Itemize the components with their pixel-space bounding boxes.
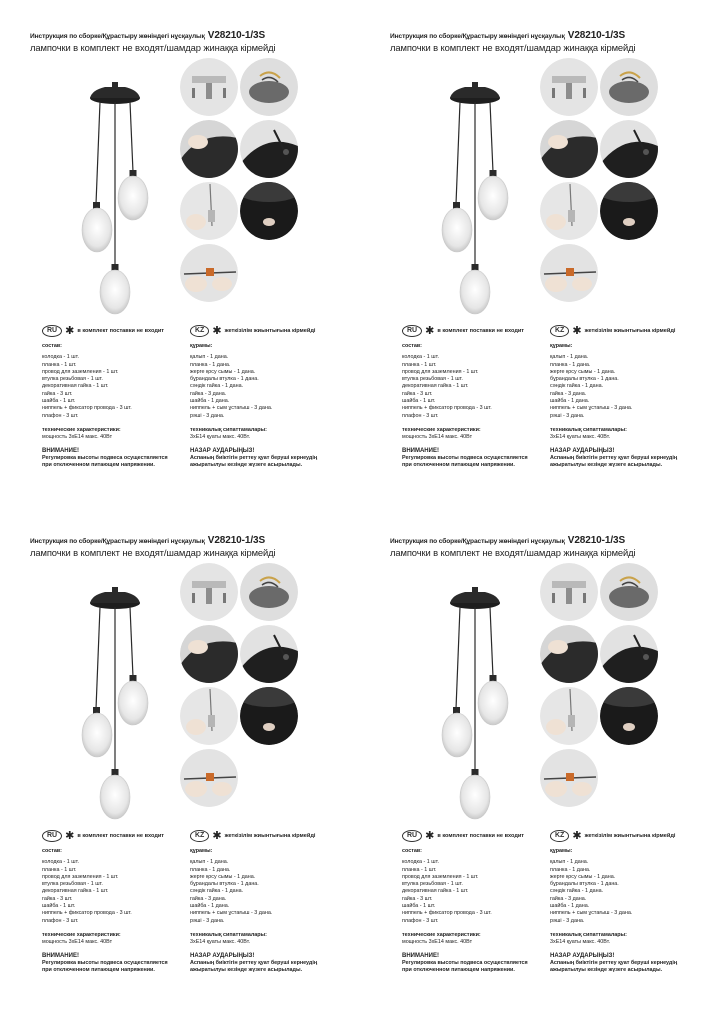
mounting-bracket-photo xyxy=(180,563,238,621)
ru-item: втулка резьбовая - 1 шт. xyxy=(402,881,463,888)
kz-note-row xyxy=(550,325,675,337)
canopy-wiring-photo xyxy=(240,563,298,621)
ru-item: колодка - 1 шт. xyxy=(42,859,79,866)
ru-item: шайба - 1 шт. xyxy=(42,903,76,910)
kz-item: сәндік гайка - 1 дана. xyxy=(190,888,244,895)
ru-not-included-note: в комплект поставки не входит xyxy=(437,833,525,839)
ru-contents-heading: состав: xyxy=(402,343,422,349)
kz-not-included-note: жеткізілім жиынтығына кірмейді xyxy=(224,833,316,839)
ru-warning-heading: ВНИМАНИЕ! xyxy=(402,447,439,454)
ru-item: планка - 1 шт. xyxy=(42,361,77,368)
kz-specification xyxy=(550,343,723,469)
kz-item: бұрандалы втулка - 1 дана. xyxy=(190,376,259,383)
ru-warning-heading: ВНИМАНИЕ! xyxy=(402,952,439,959)
ru-item: плафон - 3 шт. xyxy=(42,412,79,419)
kz-badge: KZ xyxy=(190,830,209,842)
kz-warning-text: ажыратылуы кезінде жүзеге асырылады. xyxy=(190,967,303,974)
kz-item: ниппель + сым ұстағыш - 3 дана. xyxy=(550,910,633,917)
asterisk-icon: ✱ xyxy=(212,830,222,842)
bulbs-note: лампочки в комплект не входят/шамдар жинаққа кірмейді xyxy=(390,42,636,53)
pendant-lamp-illustration xyxy=(410,559,520,829)
nipple-fixing-photo xyxy=(180,749,238,807)
ru-item: провод для заземления - 1 шт. xyxy=(402,873,479,880)
ru-item: колодка - 1 шт. xyxy=(402,354,439,361)
ru-warning-text: Регулировка высоты подвеса осуществляется xyxy=(42,959,168,966)
ru-specification xyxy=(42,343,202,469)
ru-item: гайка - 3 шт. xyxy=(42,895,73,902)
instruction-title: Инструкция по сборке/Құрастыру жөніндегі нұсқаулық xyxy=(390,33,565,40)
kz-item: рәші - 3 дана. xyxy=(550,412,585,419)
kz-item: сәндік гайка - 1 дана. xyxy=(550,888,604,895)
ru-item: провод для заземления - 1 шт. xyxy=(42,873,119,880)
ru-item: планка - 1 шт. xyxy=(402,866,437,873)
assembly-photos xyxy=(180,563,310,813)
mounting-bracket-photo xyxy=(180,58,238,116)
assembly-photos xyxy=(180,58,310,308)
ru-tech-heading: технические характеристики: xyxy=(42,426,121,433)
kz-tech-heading: техникалық сипаттамалары: xyxy=(550,426,627,433)
canopy-hand-photo xyxy=(540,120,598,178)
kz-contents-heading: құрамы: xyxy=(550,848,573,854)
kz-item: планка - 1 дана. xyxy=(550,866,591,873)
canopy-underside-photo xyxy=(240,687,298,745)
kz-item: рәші - 3 дана. xyxy=(190,917,225,924)
ru-contents-heading: состав: xyxy=(402,848,422,854)
instruction-title: Инструкция по сборке/Құрастыру жөніндегі нұсқаулық xyxy=(30,538,205,545)
kz-power: 3хE14 қуаты макс. 40Вт. xyxy=(550,939,611,946)
ru-note-row xyxy=(402,325,524,337)
pendant-lamp-illustration xyxy=(50,54,160,324)
ru-item: колодка - 1 шт. xyxy=(402,859,439,866)
wire-adjust-photo xyxy=(180,687,238,745)
kz-warning-heading: НАЗАР АУДАРЫҢЫЗ! xyxy=(550,447,615,454)
asterisk-icon: ✱ xyxy=(425,830,435,842)
kz-power: 3хE14 қуаты макс. 40Вт. xyxy=(550,434,611,441)
kz-note-row xyxy=(550,830,675,842)
kz-item: қалып - 1 дана. xyxy=(550,354,589,361)
ru-contents-heading: состав: xyxy=(42,343,62,349)
canopy-hand-photo xyxy=(540,625,598,683)
canopy-screw-photo xyxy=(240,120,298,178)
kz-item: шайба - 1 дана. xyxy=(550,398,590,405)
ru-warning-heading: ВНИМАНИЕ! xyxy=(42,447,79,454)
kz-item: жерге қосу сымы - 1 дана. xyxy=(550,368,616,375)
ru-specification xyxy=(42,848,202,974)
ru-note-row xyxy=(402,830,524,842)
kz-item: қалып - 1 дана. xyxy=(550,859,589,866)
kz-item: шайба - 1 дана. xyxy=(190,903,230,910)
kz-warning-text: Аспаның биіктігін реттеу қуат беруші кернеудің xyxy=(550,454,678,461)
kz-warning-heading: НАЗАР АУДАРЫҢЫЗ! xyxy=(190,447,255,454)
ru-tech-heading: технические характеристики: xyxy=(402,931,481,938)
ru-power: мощность 3хE14 макс. 40Вт xyxy=(402,939,473,946)
ru-badge: RU xyxy=(402,325,422,337)
ru-warning-text: при отключенном питающем напряжении. xyxy=(402,462,515,469)
kz-warning-text: Аспаның биіктігін реттеу қуат беруші кернеудің xyxy=(190,454,318,461)
wire-adjust-photo xyxy=(180,182,238,240)
kz-warning-text: ажыратылуы кезінде жүзеге асырылады. xyxy=(190,462,303,469)
model-number: V28210-1/3S xyxy=(567,30,626,41)
ru-item: гайка - 3 шт. xyxy=(402,390,433,397)
kz-item: жерге қосу сымы - 1 дана. xyxy=(190,368,256,375)
kz-warning-text: Аспаның биіктігін реттеу қуат беруші кернеудің xyxy=(190,959,318,966)
nipple-fixing-photo xyxy=(540,244,598,302)
ru-item: планка - 1 шт. xyxy=(42,866,77,873)
ru-not-included-note: в комплект поставки не входит xyxy=(77,833,165,839)
ru-contents-heading: состав: xyxy=(42,848,62,854)
kz-item: жерге қосу сымы - 1 дана. xyxy=(190,873,256,880)
kz-item: гайка - 3 дана. xyxy=(190,390,227,397)
kz-contents-heading: құрамы: xyxy=(190,343,213,349)
ru-item: колодка - 1 шт. xyxy=(42,354,79,361)
instruction-panel xyxy=(390,30,723,520)
kz-tech-heading: техникалық сипаттамалары: xyxy=(190,931,267,938)
ru-specification xyxy=(402,848,562,974)
ru-item: декоративная гайка - 1 шт. xyxy=(42,383,109,390)
ru-item: ниппель + фиксатор провода - 3 шт. xyxy=(402,910,492,917)
kz-item: гайка - 3 дана. xyxy=(550,390,587,397)
ru-item: втулка резьбовая - 1 шт. xyxy=(42,881,103,888)
kz-item: жерге қосу сымы - 1 дана. xyxy=(550,873,616,880)
ru-item: декоративная гайка - 1 шт. xyxy=(42,888,109,895)
ru-item: декоративная гайка - 1 шт. xyxy=(402,888,469,895)
kz-specification xyxy=(190,343,365,469)
kz-item: ниппель + сым ұстағыш - 3 дана. xyxy=(190,910,273,917)
canopy-underside-photo xyxy=(240,182,298,240)
kz-power: 3хE14 қуаты макс. 40Вт. xyxy=(190,434,251,441)
kz-item: сәндік гайка - 1 дана. xyxy=(190,383,244,390)
kz-item: гайка - 3 дана. xyxy=(190,895,227,902)
kz-warning-text: ажыратылуы кезінде жүзеге асырылады. xyxy=(550,967,663,974)
canopy-screw-photo xyxy=(240,625,298,683)
kz-item: қалып - 1 дана. xyxy=(190,859,229,866)
ru-power: мощность 3хE14 макс. 40Вт xyxy=(42,939,113,946)
asterisk-icon: ✱ xyxy=(572,325,582,337)
instruction-title: Инструкция по сборке/Құрастыру жөніндегі нұсқаулық xyxy=(390,538,565,545)
model-number: V28210-1/3S xyxy=(567,535,626,546)
mounting-bracket-photo xyxy=(540,58,598,116)
kz-item: планка - 1 дана. xyxy=(550,361,591,368)
kz-badge: KZ xyxy=(550,830,569,842)
canopy-wiring-photo xyxy=(600,58,658,116)
ru-item: гайка - 3 шт. xyxy=(402,895,433,902)
ru-item: втулка резьбовая - 1 шт. xyxy=(42,376,103,383)
kz-tech-heading: техникалық сипаттамалары: xyxy=(550,931,627,938)
ru-note-row xyxy=(42,325,164,337)
kz-item: гайка - 3 дана. xyxy=(550,895,587,902)
mounting-bracket-photo xyxy=(540,563,598,621)
kz-item: бұрандалы втулка - 1 дана. xyxy=(190,881,259,888)
instruction-panel xyxy=(30,30,370,520)
ru-badge: RU xyxy=(402,830,422,842)
asterisk-icon: ✱ xyxy=(212,325,222,337)
ru-item: гайка - 3 шт. xyxy=(42,390,73,397)
ru-item: втулка резьбовая - 1 шт. xyxy=(402,376,463,383)
ru-not-included-note: в комплект поставки не входит xyxy=(77,328,165,334)
asterisk-icon: ✱ xyxy=(65,325,75,337)
kz-item: шайба - 1 дана. xyxy=(190,398,230,405)
ru-tech-heading: технические характеристики: xyxy=(42,931,121,938)
assembly-photos xyxy=(540,58,670,308)
kz-specification xyxy=(550,848,723,974)
canopy-underside-photo xyxy=(600,687,658,745)
kz-item: шайба - 1 дана. xyxy=(550,903,590,910)
ru-power: мощность 3хE14 макс. 40Вт xyxy=(42,434,113,441)
kz-note-row xyxy=(190,325,315,337)
kz-not-included-note: жеткізілім жиынтығына кірмейді xyxy=(224,328,316,334)
panel-header xyxy=(390,30,723,53)
bulbs-note: лампочки в комплект не входят/шамдар жинаққа кірмейді xyxy=(390,547,636,558)
pendant-lamp-illustration xyxy=(50,559,160,829)
bulbs-note: лампочки в комплект не входят/шамдар жинаққа кірмейді xyxy=(30,42,276,53)
canopy-screw-photo xyxy=(600,625,658,683)
bulbs-note: лампочки в комплект не входят/шамдар жинаққа кірмейді xyxy=(30,547,276,558)
ru-item: провод для заземления - 1 шт. xyxy=(402,368,479,375)
ru-item: декоративная гайка - 1 шт. xyxy=(402,383,469,390)
ru-badge: RU xyxy=(42,830,62,842)
ru-not-included-note: в комплект поставки не входит xyxy=(437,328,525,334)
model-number: V28210-1/3S xyxy=(207,535,266,546)
panel-header xyxy=(30,30,370,53)
kz-item: бұрандалы втулка - 1 дана. xyxy=(550,376,619,383)
canopy-screw-photo xyxy=(600,120,658,178)
kz-tech-heading: техникалық сипаттамалары: xyxy=(190,426,267,433)
instruction-title: Инструкция по сборке/Құрастыру жөніндегі нұсқаулық xyxy=(30,33,205,40)
ru-item: плафон - 3 шт. xyxy=(402,412,439,419)
canopy-hand-photo xyxy=(180,120,238,178)
ru-warning-text: при отключенном питающем напряжении. xyxy=(402,967,515,974)
ru-item: ниппель + фиксатор провода - 3 шт. xyxy=(402,405,492,412)
kz-warning-text: ажыратылуы кезінде жүзеге асырылады. xyxy=(550,462,663,469)
kz-item: бұрандалы втулка - 1 дана. xyxy=(550,881,619,888)
kz-item: планка - 1 дана. xyxy=(190,361,231,368)
ru-badge: RU xyxy=(42,325,62,337)
kz-specification xyxy=(190,848,365,974)
wire-adjust-photo xyxy=(540,182,598,240)
ru-specification xyxy=(402,343,562,469)
instruction-panel xyxy=(30,535,370,1025)
kz-badge: KZ xyxy=(550,325,569,337)
ru-warning-text: Регулировка высоты подвеса осуществляется xyxy=(42,454,168,461)
kz-note-row xyxy=(190,830,315,842)
kz-item: планка - 1 дана. xyxy=(190,866,231,873)
kz-warning-heading: НАЗАР АУДАРЫҢЫЗ! xyxy=(190,952,255,959)
kz-warning-text: Аспаның биіктігін реттеу қуат беруші кернеудің xyxy=(550,959,678,966)
nipple-fixing-photo xyxy=(540,749,598,807)
ru-warning-text: при отключенном питающем напряжении. xyxy=(42,967,155,974)
ru-warning-text: Регулировка высоты подвеса осуществляется xyxy=(402,454,528,461)
canopy-wiring-photo xyxy=(600,563,658,621)
ru-note-row xyxy=(42,830,164,842)
ru-power: мощность 3хE14 макс. 40Вт xyxy=(402,434,473,441)
assembly-photos xyxy=(540,563,670,813)
kz-power: 3хE14 қуаты макс. 40Вт. xyxy=(190,939,251,946)
kz-contents-heading: құрамы: xyxy=(190,848,213,854)
ru-item: плафон - 3 шт. xyxy=(42,917,79,924)
panel-header xyxy=(30,535,370,558)
ru-item: плафон - 3 шт. xyxy=(402,917,439,924)
kz-warning-heading: НАЗАР АУДАРЫҢЫЗ! xyxy=(550,952,615,959)
kz-item: ниппель + сым ұстағыш - 3 дана. xyxy=(550,405,633,412)
kz-item: ниппель + сым ұстағыш - 3 дана. xyxy=(190,405,273,412)
ru-warning-heading: ВНИМАНИЕ! xyxy=(42,952,79,959)
kz-contents-heading: құрамы: xyxy=(550,343,573,349)
ru-warning-text: Регулировка высоты подвеса осуществляется xyxy=(402,959,528,966)
nipple-fixing-photo xyxy=(180,244,238,302)
kz-item: қалып - 1 дана. xyxy=(190,354,229,361)
canopy-hand-photo xyxy=(180,625,238,683)
kz-item: рәші - 3 дана. xyxy=(550,917,585,924)
ru-warning-text: при отключенном питающем напряжении. xyxy=(42,462,155,469)
kz-not-included-note: жеткізілім жиынтығына кірмейді xyxy=(584,833,676,839)
wire-adjust-photo xyxy=(540,687,598,745)
ru-item: провод для заземления - 1 шт. xyxy=(42,368,119,375)
kz-item: рәші - 3 дана. xyxy=(190,412,225,419)
asterisk-icon: ✱ xyxy=(65,830,75,842)
model-number: V28210-1/3S xyxy=(207,30,266,41)
asterisk-icon: ✱ xyxy=(572,830,582,842)
panel-header xyxy=(390,535,723,558)
canopy-wiring-photo xyxy=(240,58,298,116)
ru-item: шайба - 1 шт. xyxy=(402,398,436,405)
ru-tech-heading: технические характеристики: xyxy=(402,426,481,433)
canopy-underside-photo xyxy=(600,182,658,240)
ru-item: шайба - 1 шт. xyxy=(402,903,436,910)
ru-item: ниппель + фиксатор провода - 3 шт. xyxy=(42,910,132,917)
kz-badge: KZ xyxy=(190,325,209,337)
ru-item: ниппель + фиксатор провода - 3 шт. xyxy=(42,405,132,412)
pendant-lamp-illustration xyxy=(410,54,520,324)
instruction-panel xyxy=(390,535,723,1025)
kz-item: сәндік гайка - 1 дана. xyxy=(550,383,604,390)
kz-not-included-note: жеткізілім жиынтығына кірмейді xyxy=(584,328,676,334)
asterisk-icon: ✱ xyxy=(425,325,435,337)
ru-item: планка - 1 шт. xyxy=(402,361,437,368)
ru-item: шайба - 1 шт. xyxy=(42,398,76,405)
